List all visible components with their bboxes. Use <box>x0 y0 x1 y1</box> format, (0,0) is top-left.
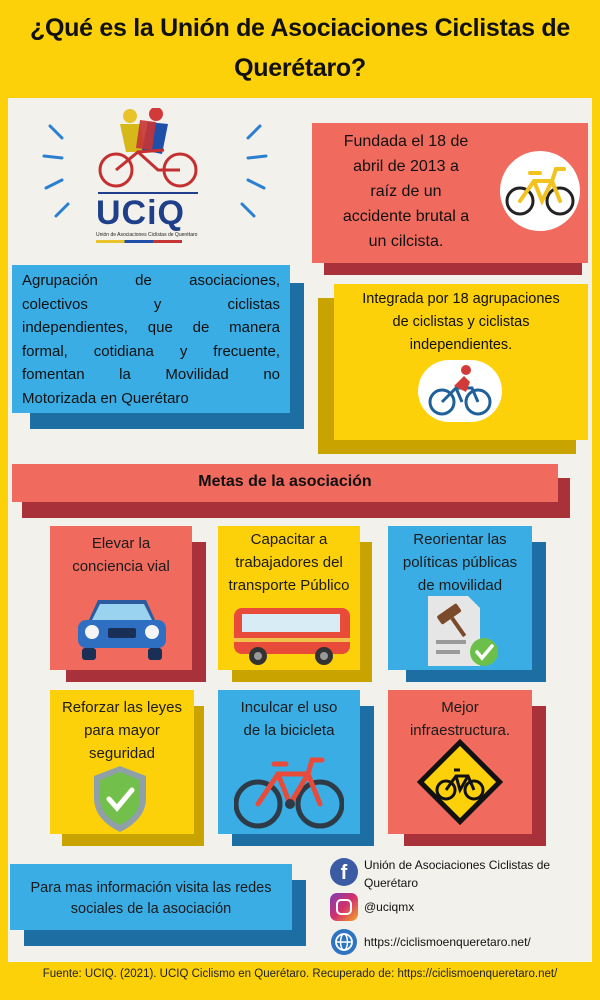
description-line: independientes, que de manera <box>22 319 280 336</box>
goal-text <box>218 696 360 742</box>
facebook-icon: f <box>330 858 358 886</box>
goals-heading-box <box>12 464 558 502</box>
bus-icon <box>232 602 352 668</box>
integrated-line: de ciclistas y ciclistas <box>392 314 530 330</box>
goal-line: Elevar la <box>91 535 151 552</box>
description-line: formal, cotidiana y frecuente, <box>22 342 280 360</box>
founded-line: un cilcista. <box>368 233 444 250</box>
description-line: Motorizada en Querétaro <box>22 389 189 407</box>
social-facebook[interactable] <box>330 856 590 894</box>
goal-card-politicas-publicas <box>388 526 532 670</box>
more-info-line: Para mas información visita las redes <box>30 880 272 896</box>
description-text <box>22 269 280 410</box>
social-instagram[interactable] <box>330 893 530 923</box>
description-line: fomentan la Movilidad no <box>22 366 280 383</box>
instagram-handle: @uciqmx <box>364 900 415 914</box>
goal-card-reforzar-leyes <box>50 690 194 834</box>
facebook-label <box>364 856 550 892</box>
goal-line: seguridad <box>89 745 155 762</box>
description-line: Agrupación de asociaciones, <box>22 272 280 289</box>
car-icon <box>74 592 170 662</box>
logo-stripe <box>96 240 182 243</box>
source-footer: Fuente: UCIQ. (2021). UCIQ Ciclismo en Querétaro. Recuperado de: https://ciclismoenqueretaro.net/ <box>42 968 558 980</box>
description-line: colectivos y ciclistas <box>22 295 280 313</box>
goal-line: Inculcar el uso <box>240 699 338 716</box>
facebook-line: Unión de Asociaciones Ciclistas de <box>364 858 551 872</box>
integrated-line: Integrada por 18 agrupaciones <box>362 291 560 307</box>
founded-box <box>312 123 588 263</box>
goal-text <box>388 528 532 597</box>
goal-card-conciencia-vial <box>50 526 192 670</box>
facebook-line: Querétaro <box>364 876 419 890</box>
goal-line: transporte Público <box>228 577 350 594</box>
integrated-box <box>334 284 588 440</box>
title-line-2: Querétaro? <box>234 54 366 82</box>
goal-line: Capacitar a <box>250 531 328 548</box>
integrated-text <box>334 288 588 357</box>
goal-line: Reforzar las leyes <box>61 699 183 716</box>
logo-subtitle: Unión de Asociaciones Ciclistas de Querétaro <box>96 232 198 238</box>
more-info-box <box>10 864 292 930</box>
scooter-bike-icon <box>500 151 580 231</box>
goal-card-infraestructura <box>388 690 532 834</box>
goal-card-uso-bicicleta <box>218 690 360 834</box>
founded-line: accidente brutal a <box>342 208 470 225</box>
goal-line: de la bicicleta <box>243 722 335 739</box>
goal-text <box>50 696 194 765</box>
goal-line: Mejor <box>441 699 479 716</box>
goal-line: para mayor <box>84 722 160 739</box>
founded-line: abril de 2013 a <box>353 158 459 175</box>
web-url[interactable]: https://ciclismoenqueretaro.net/ <box>364 935 531 949</box>
globe-icon <box>330 928 358 956</box>
gavel-document-icon <box>422 592 502 672</box>
bicycle-icon <box>234 752 344 832</box>
founded-text <box>326 129 486 254</box>
goal-text <box>218 528 360 597</box>
description-box <box>12 265 290 413</box>
goal-line: políticas públicas <box>402 554 518 571</box>
logo-text: UCiQ <box>96 194 185 232</box>
bike-sign-icon <box>412 734 508 830</box>
goal-line: Reorientar las <box>413 531 507 548</box>
shield-check-icon <box>90 764 150 834</box>
title-line-1: ¿Qué es la Unión de Asociaciones Ciclistas de <box>30 14 570 42</box>
goal-line: trabajadores del <box>235 554 343 571</box>
integrated-line: independientes. <box>409 337 513 353</box>
page-title <box>0 8 600 88</box>
goal-line: infraestructura. <box>409 722 511 739</box>
social-web[interactable] <box>330 928 590 958</box>
instagram-icon <box>330 893 358 921</box>
goal-line: conciencia vial <box>72 558 170 575</box>
goals-heading: Metas de la asociación <box>198 473 372 490</box>
goal-card-transporte-publico <box>218 526 360 670</box>
founded-line: raíz de un <box>370 183 442 200</box>
cyclist-icon <box>418 360 502 422</box>
goal-text <box>50 532 192 578</box>
more-info-line: sociales de la asociación <box>70 901 232 917</box>
goal-line: de movilidad <box>417 577 503 594</box>
uciq-logo <box>40 108 270 248</box>
founded-line: Fundada el 18 de <box>343 133 469 150</box>
more-info-text <box>10 878 292 920</box>
